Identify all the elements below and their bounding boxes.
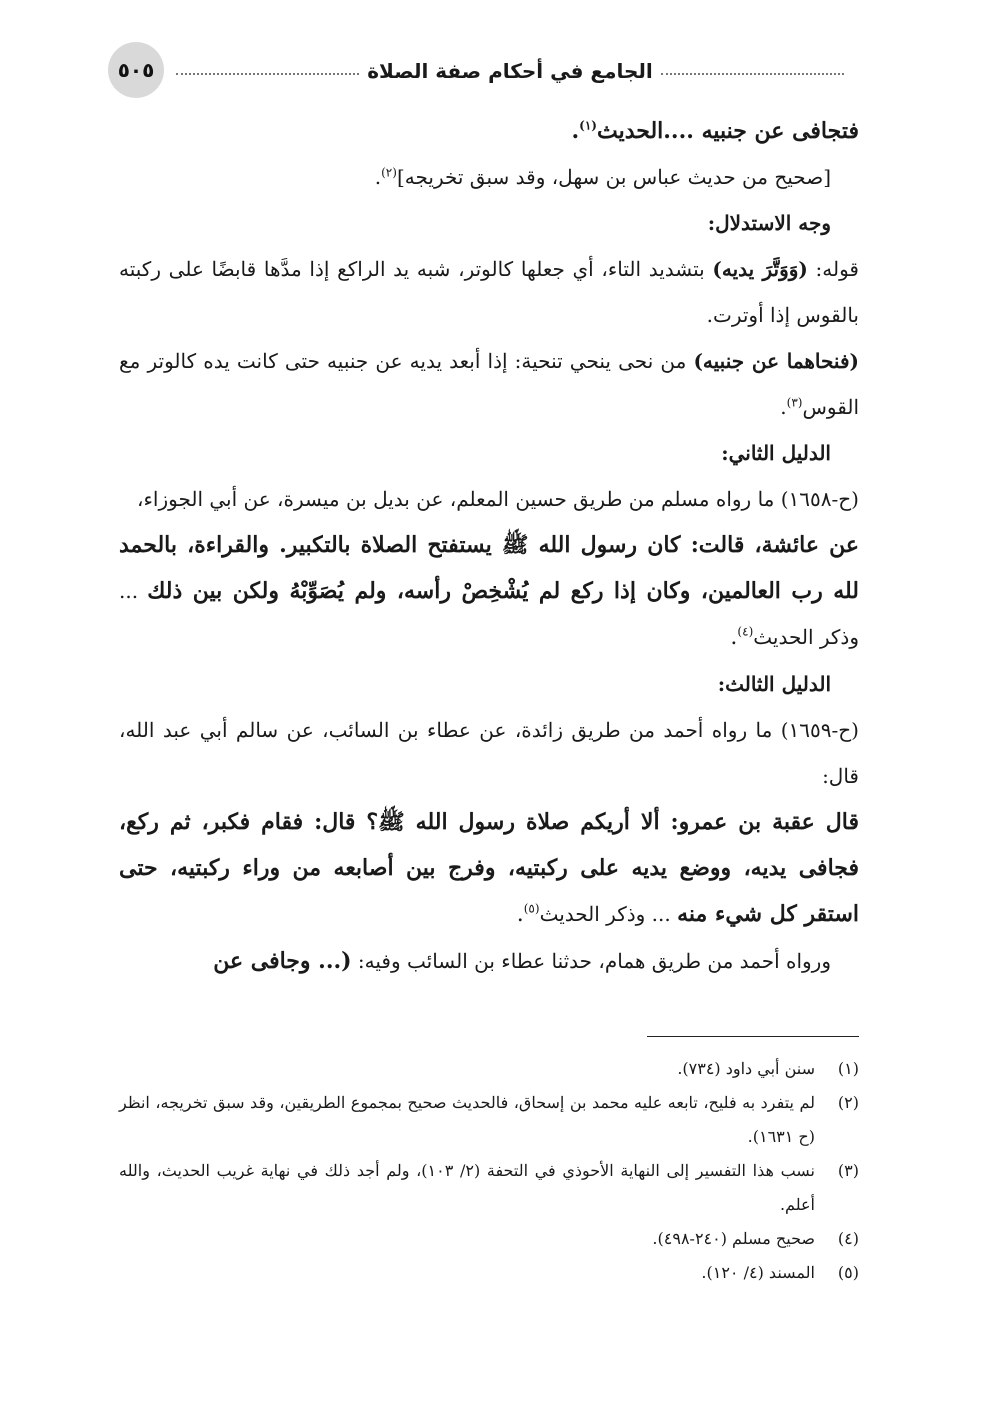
footnote-ref: (٣) xyxy=(786,395,803,410)
footnote-item xyxy=(119,1256,859,1290)
bold-text: عن عائشة، قالت: كان رسول الله ﷺ يستفتح الصلاة بالتكبير. والقراءة، بالحمد لله رب العالمين، وكان إذا ركع لم يُشْخِصْ رأسه، ولم يُصَوِّبْهُ ولكن بين ذلك xyxy=(119,532,859,604)
text: فتجافى عن جنبيه ....الحديث xyxy=(596,118,859,144)
footnotes xyxy=(119,1052,859,1290)
paragraph-chain-2: (ح-١٦٥٩) ما رواه أحمد من طريق زائدة، عن عطاء بن السائب، عن سالم أبي عبد الله، قال: xyxy=(119,718,859,788)
bold-text: (فنحاهما عن جنبيه) xyxy=(693,349,859,373)
bold-text: قال عقبة بن عمرو: ألا أريكم صلاة رسول الله ﷺ؟ قال: فقام فكبر، ثم ركع، فجافى يديه، ووضع يديه على ركبتيه، وفرج بين أصابعه من وراء ركبتيه، حتى استقر كل شيء منه xyxy=(119,809,859,927)
text: ... وذكر الحديث xyxy=(539,902,678,926)
footnote-text: صحيح مسلم (٢٤٠-٤٩٨). xyxy=(652,1229,815,1248)
page-number: ٥٠٥ xyxy=(117,58,155,82)
footnote-item xyxy=(119,1052,859,1086)
footnote-ref: (٢) xyxy=(381,165,397,180)
text: قوله: xyxy=(807,257,859,281)
paragraph-hadith-uqba: قال عقبة بن عمرو: ألا أريكم صلاة رسول الله ﷺ؟ قال: فقام فكبر، ثم ركع، فجافى يديه، ووضع يديه على ركبتيه، وفرج بين أصابعه من وراء ركبتيه، حتى استقر كل شيء منه ... وذكر الحديث$^{(٥)}$. xyxy=(119,809,859,927)
bold-text: (... وجافى عن xyxy=(213,948,352,974)
footnote-number: (٥) xyxy=(837,1263,859,1282)
paragraph-other-narration xyxy=(119,938,859,984)
footnote-item xyxy=(119,1222,859,1256)
footnote-ref: (١) xyxy=(579,118,597,133)
heading-inference: وجه الاستدلال: xyxy=(707,211,831,235)
paragraph-explanation-1 xyxy=(119,246,859,338)
header-dots-left xyxy=(176,73,359,75)
bold-text: (وَوَتَّرَ يديه) xyxy=(712,257,808,281)
footnote-number: (١) xyxy=(837,1059,859,1078)
footnote-ref: (٤) xyxy=(737,624,754,639)
paragraph-explanation-2: (فنحاهما عن جنبيه) من نحى ينحي تنحية: إذا أبعد يديه عن جنبيه حتى كانت يده كالوتر مع القوس$^{(٣)}$. xyxy=(119,349,859,419)
footnote-number: (٣) xyxy=(837,1161,859,1180)
page-number-badge xyxy=(108,42,164,98)
text: من نحى ينحي تنحية: إذا أبعد يديه عن جنبيه حتى كانت يده كالوتر مع القوس xyxy=(119,349,859,419)
footnote-item xyxy=(119,1086,859,1154)
footnote-number: (٤) xyxy=(837,1229,859,1248)
text: [صحيح من حديث عباس بن سهل، وقد سبق تخريجه] xyxy=(396,165,831,189)
footnote-text: المسند (٤/ ١٢٠). xyxy=(701,1263,815,1282)
paragraph-hadith-aisha: عن عائشة، قالت: كان رسول الله ﷺ يستفتح الصلاة بالتكبير. والقراءة، بالحمد لله رب العالمين، وكان إذا ركع لم يُشْخِصْ رأسه، ولم يُصَوِّبْهُ ولكن بين ذلك ... وذكر الحديث$^{(٤)}$. xyxy=(119,532,859,650)
text: ورواه أحمد من طريق همام، حدثنا عطاء بن السائب وفيه: xyxy=(351,949,831,973)
footnote-number: (٢) xyxy=(837,1093,859,1112)
running-header xyxy=(176,56,844,86)
paragraph-grading: [صحيح من حديث عباس بن سهل، وقد سبق تخريجه]$^{(٢)}$. xyxy=(374,165,831,189)
footnote-text: لم يتفرد به فليح، تابعه عليه محمد بن إسحاق، فالحديث صحيح بمجموع الطريقين، وقد سبق تخريجه، انظر (ح ١٦٣١). xyxy=(119,1093,815,1146)
footnote-text: نسب هذا التفسير إلى النهاية الأحوذي في التحفة (٢/ ١٠٣)، ولم أجد ذلك في نهاية غريب الحديث، والله أعلم. xyxy=(119,1161,816,1214)
paragraph-chain-1: (ح-١٦٥٨) ما رواه مسلم من طريق حسين المعلم، عن بديل بن ميسرة، عن أبي الجوزاء، xyxy=(137,487,859,511)
text: بتشديد التاء، أي جعلها كالوتر، شبه يد الراكع إذا مدَّها قابضًا على ركبته بالقوس إذا أوترت. xyxy=(119,257,859,327)
heading-second-evidence: الدليل الثاني: xyxy=(721,441,831,465)
paragraph-hadith-end: فتجافى عن جنبيه ....الحديث$^{(١)}$. xyxy=(571,118,859,144)
running-title: الجامع في أحكام صفة الصلاة xyxy=(367,59,653,83)
footnote-separator xyxy=(647,1036,859,1037)
footnote-ref: (٥) xyxy=(523,901,540,916)
footnote-text: سنن أبي داود (٧٣٤). xyxy=(677,1059,815,1078)
header-dots-right xyxy=(661,73,844,75)
main-text xyxy=(119,108,859,984)
heading-third-evidence: الدليل الثالث: xyxy=(717,672,831,696)
text: ... وذكر الحديث xyxy=(119,579,859,649)
footnote-item xyxy=(119,1154,859,1222)
